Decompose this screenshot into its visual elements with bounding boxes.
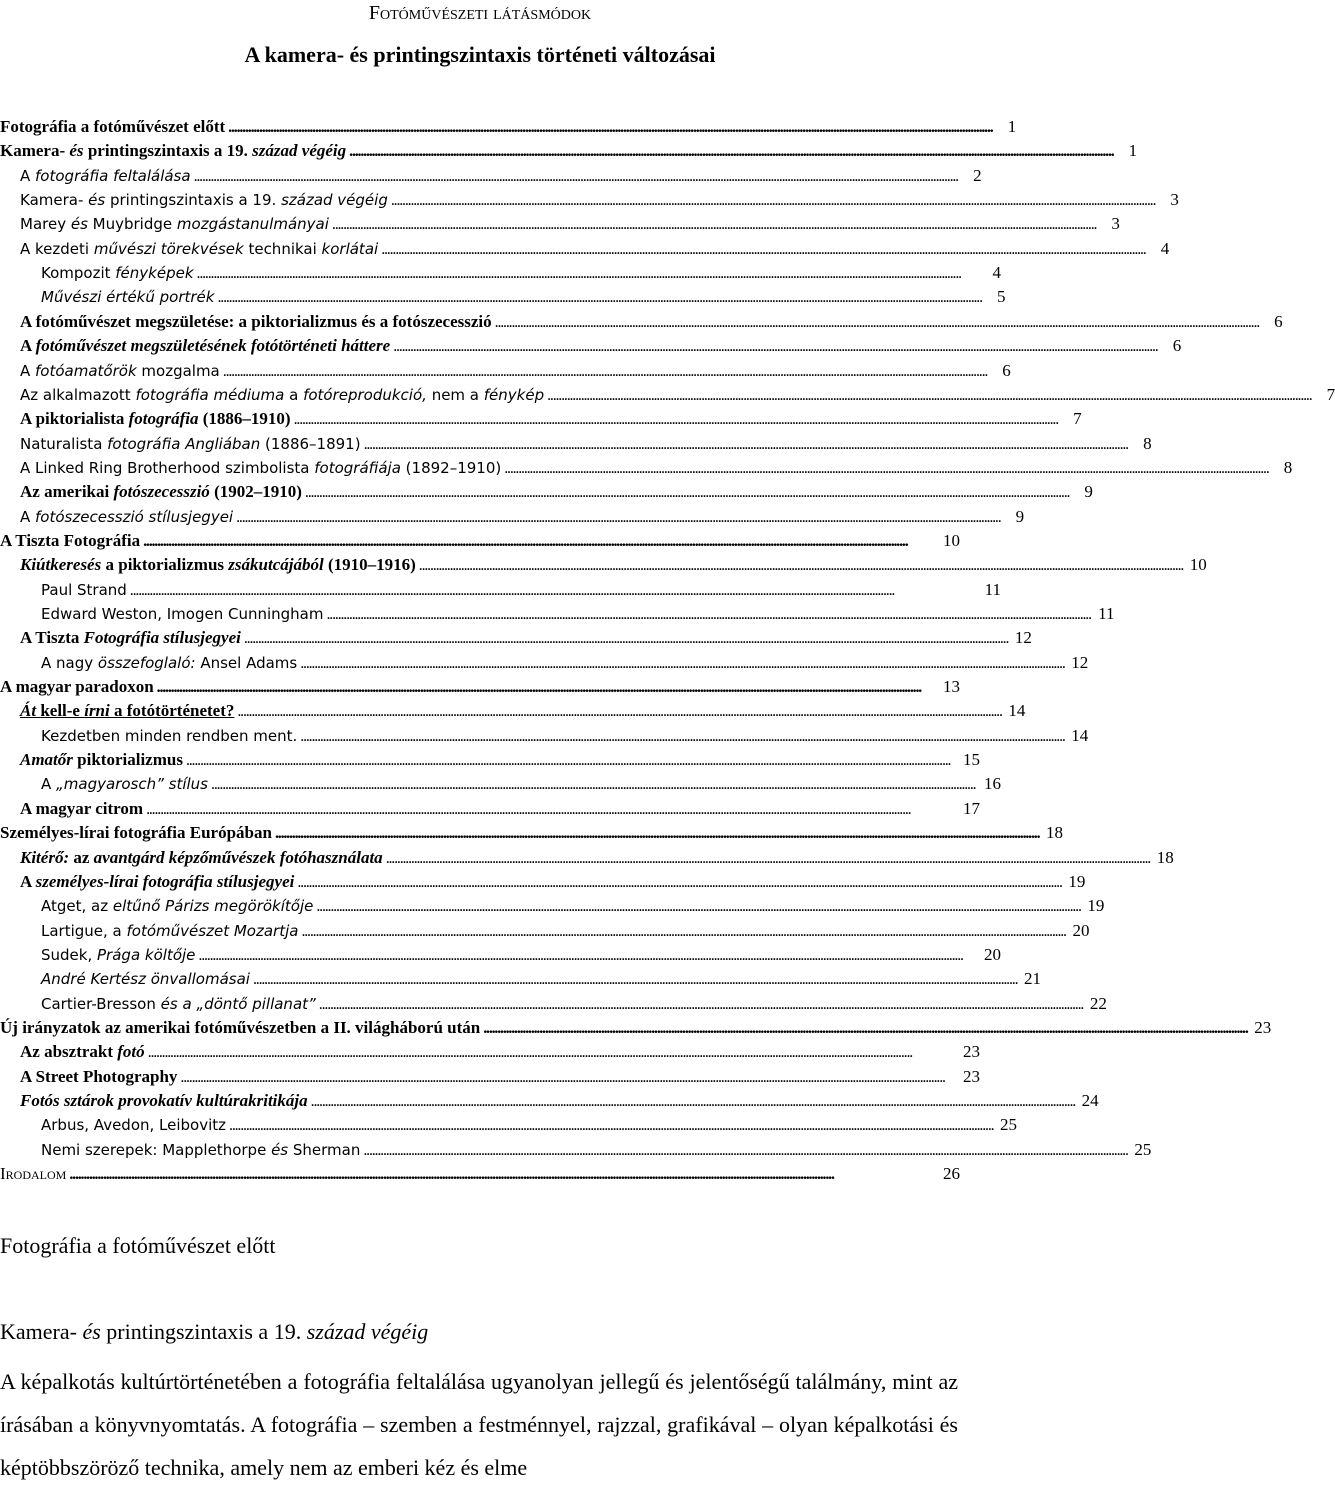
toc-leader-dots bbox=[381, 237, 1144, 262]
toc-page-number: 14 bbox=[1008, 701, 1026, 721]
toc-page-number: 12 bbox=[1071, 652, 1089, 672]
toc-entry[interactable] bbox=[0, 772, 1001, 796]
toc-entry[interactable] bbox=[0, 164, 980, 188]
toc-page-number: 17 bbox=[963, 798, 980, 818]
toc-entry-title: Kezdetben minden rendben ment. bbox=[41, 726, 298, 745]
toc-leader-dots bbox=[316, 894, 1079, 919]
toc-entry-title: Amatőr piktorializmus bbox=[20, 750, 183, 770]
toc-entry[interactable] bbox=[0, 237, 1170, 261]
toc-entry[interactable] bbox=[0, 602, 1115, 626]
toc-page-number: 3 bbox=[1111, 214, 1120, 234]
toc-entry[interactable] bbox=[0, 724, 1089, 748]
toc-leader-dots bbox=[69, 1162, 935, 1187]
toc-entry-title: A fotóművészet megszületése: a piktorializmus és a fotószecesszió bbox=[20, 311, 492, 331]
toc-entry-title: A személyes-lírai fotográfia stílusjegyei bbox=[20, 871, 295, 891]
toc-leader-dots bbox=[319, 992, 1082, 1017]
toc-entry[interactable] bbox=[0, 188, 1179, 212]
toc-entry-title: Az amerikai fotószecesszió (1902–1910) bbox=[20, 482, 302, 502]
section-subheading: Kamera- és printingszintaxis a 19. század végéig bbox=[0, 1319, 429, 1344]
toc-page-number: 3 bbox=[1170, 190, 1179, 210]
toc-page-number: 16 bbox=[984, 774, 1001, 794]
toc-page-number: 21 bbox=[1023, 969, 1041, 989]
toc-leader-dots bbox=[237, 699, 1000, 724]
toc-page-number: 10 bbox=[943, 530, 960, 550]
toc-page-number: 15 bbox=[963, 750, 980, 770]
toc-page-number: 1 bbox=[1128, 141, 1138, 161]
toc-leader-dots bbox=[364, 432, 1127, 457]
toc-page-number: 6 bbox=[1274, 311, 1283, 331]
toc-leader-dots bbox=[393, 334, 1156, 359]
toc-leader-dots bbox=[244, 626, 1007, 651]
toc-entry-title: Paul Strand bbox=[41, 580, 127, 599]
toc-leader-dots bbox=[332, 212, 1095, 237]
toc-entry-title: Atget, az eltűnő Párizs megörökítője bbox=[41, 897, 314, 916]
toc-entry[interactable] bbox=[0, 675, 960, 699]
toc-entry-title: A fotószecesszió stílusjegyei bbox=[20, 507, 234, 526]
toc-entry-title: Naturalista fotográfia Angliában (1886–1891) bbox=[20, 434, 361, 453]
toc-entry-title: A Tiszta Fotográfia bbox=[0, 530, 141, 550]
toc-leader-dots bbox=[305, 480, 1068, 505]
toc-leader-dots bbox=[217, 285, 980, 310]
toc-entry-title: A magyar citrom bbox=[20, 798, 144, 818]
toc-leader-dots bbox=[363, 1138, 1126, 1163]
toc-entry[interactable] bbox=[0, 894, 1105, 918]
toc-entry-title: Át kell-e írni a fotótörténetet? bbox=[20, 701, 235, 721]
toc-entry-title: A fotóművészet megszületésének fotótörténeti háttere bbox=[20, 336, 391, 356]
toc-page-number: 19 bbox=[1087, 896, 1105, 916]
toc-entry-title: Lartigue, a fotóművészet Mozartja bbox=[41, 921, 299, 940]
toc-entry[interactable] bbox=[0, 699, 1026, 723]
toc-entry[interactable] bbox=[0, 1089, 1099, 1113]
toc-page-number: 18 bbox=[1045, 823, 1063, 843]
toc-page-number: 18 bbox=[1156, 847, 1174, 867]
toc-page-number: 22 bbox=[1089, 993, 1107, 1013]
toc-entry[interactable] bbox=[0, 505, 1025, 529]
toc-page-number: 11 bbox=[1098, 604, 1115, 623]
toc-page-number: 7 bbox=[1326, 384, 1335, 404]
toc-entry-title: A Linked Ring Brotherhood szimbolista fotográfiája (1892–1910) bbox=[20, 458, 502, 477]
toc-leader-dots bbox=[300, 651, 1063, 676]
toc-entry[interactable] bbox=[0, 1065, 980, 1089]
toc-leader-dots bbox=[275, 821, 1038, 846]
toc-leader-dots bbox=[327, 602, 1090, 627]
toc-page-number: 7 bbox=[1073, 409, 1082, 429]
toc-entry[interactable] bbox=[0, 334, 1182, 358]
toc-leader-dots bbox=[483, 1016, 1246, 1041]
toc-leader-dots bbox=[186, 748, 955, 773]
toc-entry[interactable] bbox=[0, 1138, 1152, 1162]
section-heading: Fotográfia a fotóművészet előtt bbox=[0, 1233, 276, 1258]
toc-leader-dots bbox=[294, 407, 1057, 432]
toc-leader-dots bbox=[223, 359, 986, 384]
toc-leader-dots bbox=[547, 383, 1310, 408]
toc-leader-dots bbox=[198, 943, 976, 968]
toc-page-number: 23 bbox=[963, 1042, 980, 1062]
toc-page-number: 11 bbox=[984, 579, 1001, 599]
toc-leader-dots bbox=[157, 675, 935, 700]
toc-entry[interactable] bbox=[0, 1040, 980, 1064]
toc-entry-title: Művészi értékű portrék bbox=[41, 288, 215, 307]
toc-page-number: 8 bbox=[1143, 433, 1152, 453]
toc-entry[interactable] bbox=[0, 797, 980, 821]
toc-entry-title: Kamera- és printingszintaxis a 19. század végéig bbox=[0, 141, 347, 161]
toc-page-number: 8 bbox=[1283, 457, 1293, 477]
toc-leader-dots bbox=[297, 870, 1060, 895]
toc-entry-title: A Street Photography bbox=[20, 1066, 178, 1086]
toc-page-number: 13 bbox=[943, 677, 960, 697]
toc-entry-title: Nemi szerepek: Mapplethorpe és Sherman bbox=[41, 1140, 361, 1159]
toc-entry-title: A Tiszta Fotográfia stílusjegyei bbox=[20, 628, 241, 648]
toc-entry[interactable] bbox=[0, 870, 1086, 894]
toc-entry[interactable] bbox=[0, 115, 1017, 139]
toc-entry-title: A „magyarosch” stílus bbox=[41, 775, 209, 794]
toc-page-number: 12 bbox=[1014, 628, 1032, 648]
toc-page-number: 23 bbox=[963, 1066, 980, 1086]
toc-entry-title: A magyar paradoxon bbox=[0, 677, 154, 697]
toc-entry[interactable] bbox=[0, 285, 1006, 309]
toc-leader-dots bbox=[228, 115, 991, 140]
toc-entry[interactable] bbox=[0, 1113, 1018, 1137]
toc-entry-title: Kompozit fényképek bbox=[41, 264, 194, 283]
toc-entry[interactable] bbox=[0, 310, 1283, 334]
toc-page-number: 20 bbox=[1072, 920, 1090, 940]
toc-entry-title: Irodalom bbox=[0, 1164, 67, 1184]
body-paragraph: A képalkotás kultúrtörténetében a fotográfia feltalálása ugyanolyan jellegű és jelentőségű találmány, mint az írásában a könyvnyomtatás. A fotográfia – szemben a festménnyel, rajzzal, grafikával – olyan képalkotási és képtöbbszöröző technika, amely nem az emberi kéz és elme bbox=[0, 1369, 958, 1480]
toc-page-number: 23 bbox=[1254, 1017, 1272, 1037]
toc-entry[interactable] bbox=[0, 383, 1335, 407]
toc-entry-title: A piktorialista fotográfia (1886–1910) bbox=[20, 409, 291, 429]
toc-leader-dots bbox=[236, 505, 999, 530]
toc-entry-title: Az absztrakt fotó bbox=[20, 1042, 145, 1062]
toc-entry[interactable] bbox=[0, 626, 1032, 650]
toc-leader-dots bbox=[146, 797, 955, 822]
toc-entry-title: André Kertész önvallomásai bbox=[41, 970, 250, 989]
toc-entry[interactable] bbox=[0, 1016, 1272, 1040]
toc-entry-title: Kitérő: az avantgárd képzőművészek fotóhasználata bbox=[20, 847, 383, 867]
toc-page-number: 4 bbox=[1160, 238, 1170, 258]
toc-page-number: 6 bbox=[1002, 360, 1011, 380]
toc-entry[interactable] bbox=[0, 261, 1001, 285]
toc-entry-title: Fotós sztárok provokatív kultúrakritikája bbox=[20, 1091, 308, 1110]
document-title: Fotóművészeti látásmódok bbox=[368, 2, 592, 24]
toc-entry[interactable] bbox=[0, 578, 1001, 602]
toc-entry[interactable] bbox=[0, 943, 1001, 967]
toc-entry-title: Személyes-lírai fotográfia Európában bbox=[0, 823, 272, 843]
toc-page-number: 6 bbox=[1172, 336, 1182, 356]
toc-entry-title: Új irányzatok az amerikai fotóművészetben a II. világháború után bbox=[0, 1017, 481, 1037]
toc-entry-title: Az alkalmazott fotográfia médiuma a fotóreprodukció, nem a fénykép bbox=[20, 385, 545, 404]
toc-page-number: 4 bbox=[992, 263, 1001, 283]
toc-entry[interactable] bbox=[0, 212, 1120, 236]
toc-leader-dots bbox=[180, 1065, 955, 1090]
toc-entry-title: A fotóamatőrök mozgalma bbox=[20, 361, 220, 380]
toc-entry[interactable] bbox=[0, 432, 1152, 456]
toc-page-number: 24 bbox=[1081, 1091, 1099, 1110]
toc-page-number: 14 bbox=[1071, 725, 1089, 745]
toc-entry[interactable] bbox=[0, 480, 1093, 504]
toc-entry-title: Edward Weston, Imogen Cunningham bbox=[41, 605, 324, 623]
toc-leader-dots bbox=[495, 310, 1258, 335]
toc-entry[interactable] bbox=[0, 967, 1041, 991]
toc-entry[interactable] bbox=[0, 1162, 960, 1186]
toc-leader-dots bbox=[197, 261, 976, 286]
toc-entry-title: Arbus, Avedon, Leibovitz bbox=[41, 1116, 227, 1135]
toc-leader-dots bbox=[143, 529, 935, 554]
toc-entry-title: Marey és Muybridge mozgástanulmányai bbox=[20, 215, 329, 234]
toc-page-number: 26 bbox=[943, 1164, 960, 1184]
toc-entry[interactable] bbox=[0, 821, 1063, 845]
toc-leader-dots bbox=[391, 188, 1154, 213]
toc-leader-dots bbox=[211, 772, 976, 797]
toc-leader-dots bbox=[301, 919, 1064, 944]
toc-leader-dots bbox=[419, 553, 1182, 578]
toc-leader-dots bbox=[504, 456, 1267, 481]
toc-entry-title: Kamera- és printingszintaxis a 19. század végéig bbox=[20, 191, 388, 210]
toc-leader-dots bbox=[229, 1113, 992, 1138]
toc-page-number: 1 bbox=[1007, 117, 1017, 136]
toc-page-number: 9 bbox=[1084, 482, 1093, 502]
toc-entry[interactable] bbox=[0, 407, 1082, 431]
toc-leader-dots bbox=[148, 1040, 955, 1065]
toc-entry-title: Kiútkeresés a piktorializmus zsákutcájából (1910–1916) bbox=[20, 555, 416, 575]
toc-entry[interactable] bbox=[0, 553, 1207, 577]
toc-leader-dots bbox=[386, 846, 1149, 871]
toc-leader-dots bbox=[253, 967, 1016, 992]
document-subtitle: A kamera- és printingszintaxis történeti változásai bbox=[244, 42, 716, 67]
toc-entry-title: A fotográfia feltalálása bbox=[20, 166, 191, 185]
toc-entry[interactable] bbox=[0, 359, 1011, 383]
toc-entry[interactable] bbox=[0, 919, 1090, 943]
toc-entry-title: A kezdeti művészi törekvések technikai korlátai bbox=[20, 239, 379, 258]
toc-page-number: 10 bbox=[1189, 555, 1207, 575]
toc-page-number: 19 bbox=[1068, 871, 1086, 891]
toc-page-number: 5 bbox=[997, 287, 1006, 307]
toc-entry[interactable] bbox=[0, 651, 1089, 675]
toc-entry-title: Fotográfia a fotóművészet előtt bbox=[0, 117, 226, 136]
toc-page-number: 20 bbox=[984, 944, 1001, 964]
toc-entry[interactable] bbox=[0, 456, 1293, 480]
toc-entry[interactable] bbox=[0, 846, 1174, 870]
toc-entry[interactable] bbox=[0, 139, 1138, 163]
toc-entry[interactable] bbox=[0, 529, 960, 553]
toc-leader-dots bbox=[130, 578, 976, 603]
toc-entry-title: Sudek, Prága költője bbox=[41, 945, 196, 964]
toc-leader-dots bbox=[300, 724, 1063, 749]
toc-page-number: 2 bbox=[973, 165, 982, 185]
toc-entry[interactable] bbox=[0, 992, 1107, 1016]
toc-page-number: 25 bbox=[1000, 1115, 1018, 1135]
toc-leader-dots bbox=[311, 1089, 1074, 1114]
toc-entry-title: Cartier-Bresson és a „döntő pillanat” bbox=[41, 994, 316, 1013]
toc-leader-dots bbox=[349, 139, 1112, 164]
toc-entry-title: A nagy összefoglaló: Ansel Adams bbox=[41, 653, 298, 672]
toc-entry[interactable] bbox=[0, 748, 980, 772]
toc-page-number: 9 bbox=[1015, 506, 1025, 526]
toc-page-number: 25 bbox=[1134, 1139, 1152, 1159]
toc-leader-dots bbox=[194, 164, 957, 189]
